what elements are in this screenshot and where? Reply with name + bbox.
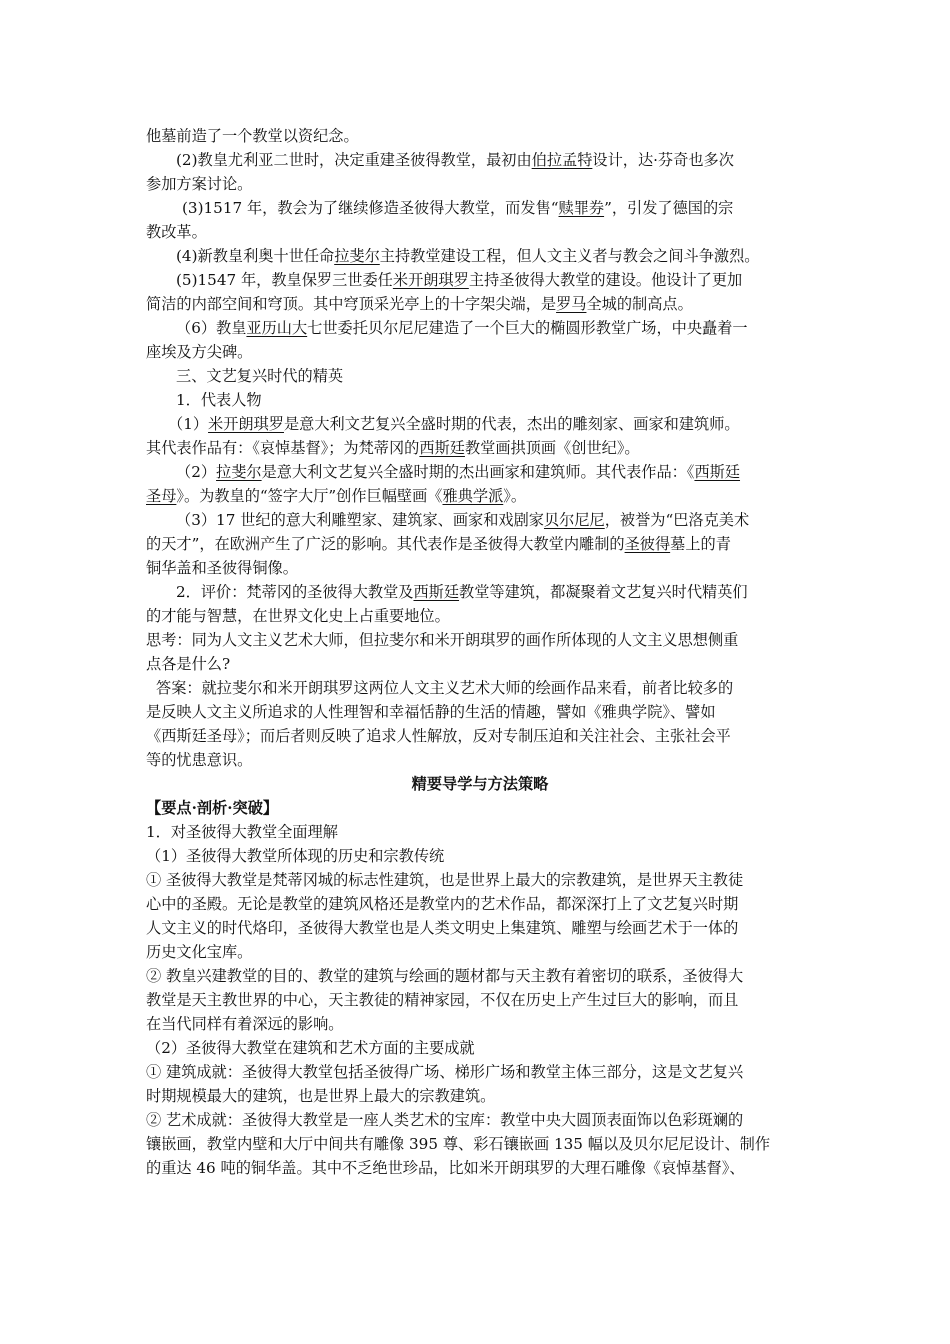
text-segment: (3)1517 年，教会为了继续修造圣彼得大教堂，而发售“ xyxy=(182,199,559,217)
text-segment: 答案：就拉斐尔和米开朗琪罗这两位人文主义艺术大师的绘画作品来看，前者比较多的 xyxy=(156,679,734,697)
text-line xyxy=(146,484,814,508)
text-line xyxy=(146,436,814,460)
text-line xyxy=(146,172,814,196)
text-line xyxy=(146,724,814,748)
underlined-term: 圣彼得 xyxy=(624,535,671,553)
text-line xyxy=(146,964,814,988)
underlined-term: 拉斐尔 xyxy=(334,247,380,265)
text-segment: 简洁的内部空间和穹顶。其中穹顶采光亭上的十字架尖端，是 xyxy=(146,295,557,313)
underlined-term: 西斯廷 xyxy=(419,439,465,457)
text-line xyxy=(146,892,814,916)
text-line xyxy=(146,676,814,700)
text-segment: （6）教皇 xyxy=(176,319,247,337)
text-line xyxy=(146,1084,814,1108)
text-segment: 的重达 46 吨的铜华盖。其中不乏绝世珍品，比如米开朗琪罗的大理石雕像《哀悼基督》、 xyxy=(146,1159,745,1177)
text-line xyxy=(146,796,814,820)
text-segment: 教改革。 xyxy=(146,223,207,241)
text-line xyxy=(146,844,814,868)
text-segment: (2)教皇尤利亚二世时，决定重建圣彼得教堂，最初由 xyxy=(176,151,532,169)
text-segment: ”，引发了德国的宗 xyxy=(604,199,734,217)
text-segment: 教堂画拱顶画《创世纪》。 xyxy=(464,439,640,457)
underlined-term: 西斯廷 xyxy=(413,583,460,601)
text-segment: 人文主义的时代烙印，圣彼得大教堂也是人类文明史上集建筑、雕塑与绘画艺术于一体的 xyxy=(146,919,739,937)
text-line xyxy=(146,1132,814,1156)
text-segment: 是反映人文主义所追求的人性理智和幸福恬静的生活的情趣，譬如《雅典学院》、譬如 xyxy=(146,703,716,721)
text-segment: 心中的圣殿。无论是教堂的建筑风格还是教堂内的艺术作品，都深深打上了文艺复兴时期 xyxy=(146,895,739,913)
text-line xyxy=(146,652,814,676)
text-segment: 镶嵌画，教堂内壁和大厅中间共有雕像 395 尊、彩石镶嵌画 135 幅以及贝尔尼尼设计、制作 xyxy=(146,1135,771,1153)
text-segment: 主持教堂建设工程，但人文主义者与教会之间斗争激烈。 xyxy=(379,247,760,265)
text-line xyxy=(146,196,814,220)
text-segment: 1．对圣彼得大教堂全面理解 xyxy=(146,823,338,841)
underlined-term: 拉斐尔 xyxy=(216,463,262,481)
text-segment: 【要点·剖析·突破】 xyxy=(146,799,279,817)
text-segment: ① 圣彼得大教堂是梵蒂冈城的标志性建筑，也是世界上最大的宗教建筑，是世界天主教徒 xyxy=(146,871,744,889)
text-segment: ，被誉为“巴洛克美术 xyxy=(604,511,750,529)
text-segment: 铜华盖和圣彼得铜像。 xyxy=(146,559,298,577)
underlined-term: 圣母 xyxy=(146,487,177,505)
underlined-term: 亚历山大 xyxy=(246,319,308,337)
text-line xyxy=(146,1108,814,1132)
text-line xyxy=(146,460,814,484)
text-line xyxy=(146,1036,814,1060)
underlined-term: 米开朗琪罗 xyxy=(392,271,469,289)
text-segment: 1．代表人物 xyxy=(176,391,262,409)
text-line xyxy=(146,916,814,940)
text-line xyxy=(146,412,814,436)
underlined-term: 米开朗琪罗 xyxy=(208,415,284,433)
text-line xyxy=(146,340,814,364)
text-segment: （2）圣彼得大教堂在建筑和艺术方面的主要成就 xyxy=(146,1039,475,1057)
underlined-term: 伯拉孟特 xyxy=(531,151,593,169)
text-line xyxy=(146,292,814,316)
text-segment: 精要导学与方法策略 xyxy=(411,775,549,793)
text-segment: (5)1547 年，教皇保罗三世委任 xyxy=(176,271,393,289)
text-segment: 《西斯廷圣母》；而后者则反映了追求人性解放，反对专制压迫和关注社会、主张社会平 xyxy=(146,727,731,745)
text-line xyxy=(146,124,814,148)
text-segment: 三、文艺复兴时代的精英 xyxy=(176,367,344,385)
text-segment: 座埃及方尖碑。 xyxy=(146,343,253,361)
text-segment: 全城的制高点。 xyxy=(586,295,693,313)
text-segment: 》。 xyxy=(503,487,527,505)
text-segment: 的才能与智慧，在世界文化史上占重要地位。 xyxy=(146,607,450,625)
text-segment: ① 建筑成就：圣彼得大教堂包括圣彼得广场、梯形广场和教堂主体三部分，这是文艺复兴 xyxy=(146,1063,744,1081)
text-segment: （3）17 世纪的意大利雕塑家、建筑家、画家和戏剧家 xyxy=(176,511,544,529)
text-segment: 是意大利文艺复兴全盛时期的代表，杰出的雕刻家、画家和建筑师。 xyxy=(283,415,740,433)
text-segment: 的天才”，在欧洲产生了广泛的影响。其代表作是圣彼得大教堂内雕制的 xyxy=(146,535,625,553)
text-line xyxy=(146,604,814,628)
underlined-term: 贝尔尼尼 xyxy=(543,511,605,529)
text-segment: ② 艺术成就：圣彼得大教堂是一座人类艺术的宝库：教堂中央大圆顶表面饰以色彩斑斓的 xyxy=(146,1111,744,1129)
text-segment: （1）圣彼得大教堂所体现的历史和宗教传统 xyxy=(146,847,445,865)
text-line xyxy=(146,148,814,172)
text-segment: （2） xyxy=(176,463,217,481)
text-line xyxy=(146,988,814,1012)
text-line xyxy=(146,1012,814,1036)
text-line xyxy=(146,1060,814,1084)
text-segment: 主持圣彼得大教堂的建设。他设计了更加 xyxy=(468,271,743,289)
text-segment: 七世委托贝尔尼尼建造了一个巨大的椭圆形教堂广场，中央矗着一 xyxy=(307,319,748,337)
text-line xyxy=(146,628,814,652)
underlined-term: 西斯廷 xyxy=(694,463,741,481)
text-segment: ② 教皇兴建教堂的目的、教堂的建筑与绘画的题材都与天主教有着密切的联系，圣彼得大 xyxy=(146,967,744,985)
text-line xyxy=(146,316,814,340)
text-line xyxy=(146,388,814,412)
text-line xyxy=(146,508,814,532)
underlined-term: 罗马 xyxy=(556,295,587,313)
text-segment: 参加方案讨论。 xyxy=(146,175,253,193)
text-line xyxy=(146,1156,814,1180)
text-line xyxy=(146,700,814,724)
text-segment: 教堂是天主教世界的中心，天主教徒的精神家园，不仅在历史上产生过巨大的影响，而且 xyxy=(146,991,739,1009)
text-segment: 时期规模最大的建筑，也是世界上最大的宗教建筑。 xyxy=(146,1087,496,1105)
text-segment: （1） xyxy=(168,415,209,433)
text-segment: 思考：同为人文主义艺术大师，但拉斐尔和米开朗琪罗的画作所体现的人文主义思想侧重 xyxy=(146,631,739,649)
text-segment: (4)新教皇利奥十世任命 xyxy=(176,247,335,265)
text-segment: 在当代同样有着深远的影响。 xyxy=(146,1015,344,1033)
text-segment: 点各是什么? xyxy=(146,655,231,673)
underlined-term: 雅典学派 xyxy=(442,487,504,505)
text-line xyxy=(146,220,814,244)
text-line xyxy=(146,748,814,772)
text-line xyxy=(146,364,814,388)
underlined-term: 赎罪券 xyxy=(558,199,605,217)
text-line xyxy=(146,940,814,964)
text-segment: 墓上的青 xyxy=(670,535,731,553)
text-line xyxy=(146,244,814,268)
text-segment: 其代表作品有：《哀悼基督》；为梵蒂冈的 xyxy=(146,439,420,457)
text-line xyxy=(146,868,814,892)
document-body xyxy=(146,124,814,1180)
text-segment: 是意大利文艺复兴全盛时期的杰出画家和建筑师。其代表作品：《 xyxy=(261,463,695,481)
text-segment: 等的忧患意识。 xyxy=(146,751,253,769)
text-segment: 设计，达·芬奇也多次 xyxy=(592,151,734,169)
text-line xyxy=(146,532,814,556)
text-segment: 他墓前造了一个教堂以资纪念。 xyxy=(146,127,359,145)
text-segment: 教堂等建筑，都凝聚着文艺复兴时代精英们 xyxy=(459,583,748,601)
text-segment: 》。为教皇的“签字大厅”创作巨幅壁画《 xyxy=(176,487,443,505)
text-line xyxy=(146,772,814,796)
text-segment: 历史文化宝库。 xyxy=(146,943,253,961)
text-line xyxy=(146,580,814,604)
text-segment: 2．评价：梵蒂冈的圣彼得大教堂及 xyxy=(176,583,414,601)
text-line xyxy=(146,820,814,844)
text-line xyxy=(146,268,814,292)
text-line xyxy=(146,556,814,580)
